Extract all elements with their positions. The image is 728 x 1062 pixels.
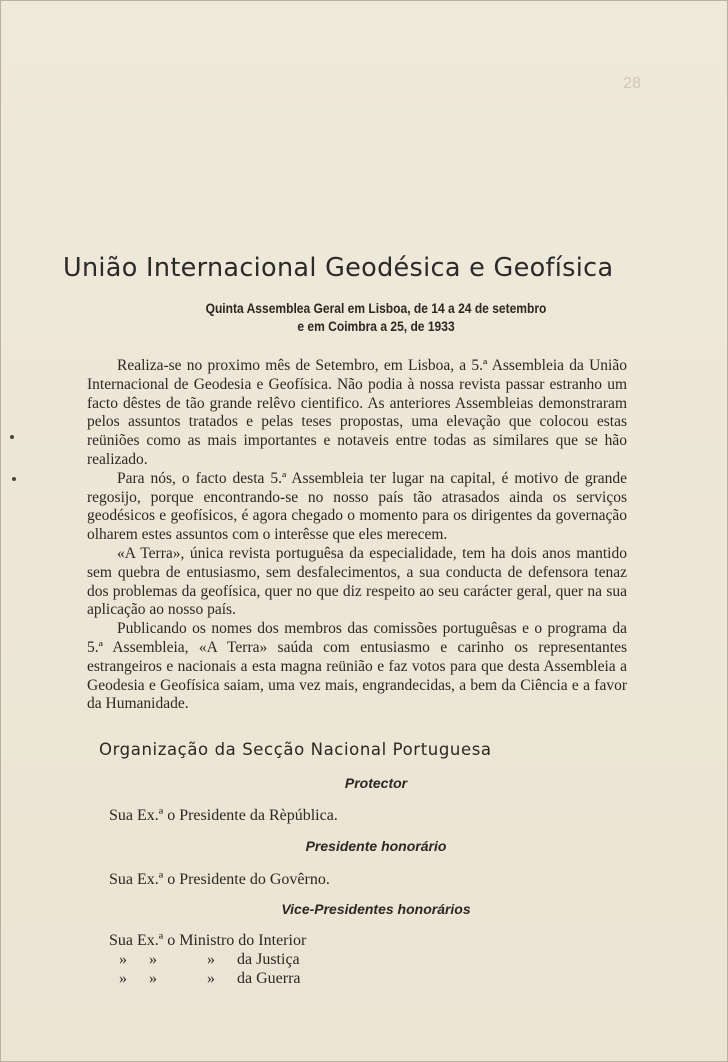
section-heading: Organização da Secção Nacional Portuguesa <box>99 740 492 760</box>
paragraph: «A Terra», única revista portuguêsa da especialidade, tem ha dois anos mantido sem quebra de entusiasmo, sem desfalecimentos, a sua conducta de defensora tenaz dos problemas da geofísica, quer no que diz respeito ao seu carácter geral, quer na sua aplicação ao nosso país. <box>87 544 627 619</box>
office-holder-vice-president: Sua Ex.ª o Ministro do Interior <box>109 932 307 950</box>
office-title-protector: Protector <box>344 775 408 792</box>
article <box>63 253 631 988</box>
ditto-mark: » <box>149 951 157 969</box>
ditto-mark: » <box>119 970 127 988</box>
article-subtitle <box>157 299 596 335</box>
ministry-name: da Justiça <box>237 951 300 969</box>
paragraph: Publicando os nomes dos membros das comissões portuguêsas e o programa da 5.ª Assembleia, «A Terra» saúda com entusiasmo e carinho os representantes estrangeiros e nacionais a esta magna reünião e faz votos para que desta Assembleia a Geodesia e Geofísica saiam, uma vez mais, engrandecidas, a bem da Ciência e a favor da Humanidade. <box>87 620 627 713</box>
margin-mark <box>12 477 16 481</box>
office-holder-honorary-president: Sua Ex.ª o Presidente do Govêrno. <box>109 871 330 889</box>
vice-president-row <box>119 969 631 988</box>
ministry-name: da Guerra <box>237 970 301 988</box>
paragraph: Realiza-se no proximo mês de Setembro, em Lisboa, a 5.ª Assembleia da União Internacional de Geodesia e Geofísica. Não podia à nossa revista passar estranho um facto dêstes de tão grande relêvo cientifico. As anteriores Assembleias demonstraram pelos assuntos tratados e pelas teses propostas, uma elevação que colocou estas reüniões como as mais importantes e notaveis entre todas as similares que se hão realizado. <box>87 357 627 468</box>
article-body <box>87 357 627 714</box>
vice-president-row <box>119 950 631 969</box>
ditto-mark: » <box>119 951 127 969</box>
ditto-mark: » <box>149 970 157 988</box>
office-title-honorary-vice-presidents: Vice-Presidentes honorários <box>281 901 471 918</box>
office-title-honorary-president: Presidente honorário <box>305 838 447 855</box>
ditto-mark: » <box>207 951 215 969</box>
subtitle-line-1: Quinta Assemblea Geral em Lisboa, de 14 a 24 de setembro <box>205 300 547 316</box>
page-number: 28 <box>623 75 641 92</box>
ditto-mark: » <box>207 970 215 988</box>
subtitle-line-2: e em Coimbra a 25, de 1933 <box>297 318 455 334</box>
article-title: União Internacional Geodésica e Geofísica <box>63 253 614 283</box>
paragraph: Para nós, o facto desta 5.ª Assembleia ter lugar na capital, é motivo de grande regosijo, porque encontrando-se no nosso país tão atrasados ainda os serviços geodésicos e geofísicos, é agora chegado o momento para os dirigentes da governação olharem estes assuntos com o interêsse que eles merecem. <box>87 469 627 544</box>
margin-mark <box>10 435 14 439</box>
office-holder-protector: Sua Ex.ª o Presidente da Rèpública. <box>109 807 338 825</box>
